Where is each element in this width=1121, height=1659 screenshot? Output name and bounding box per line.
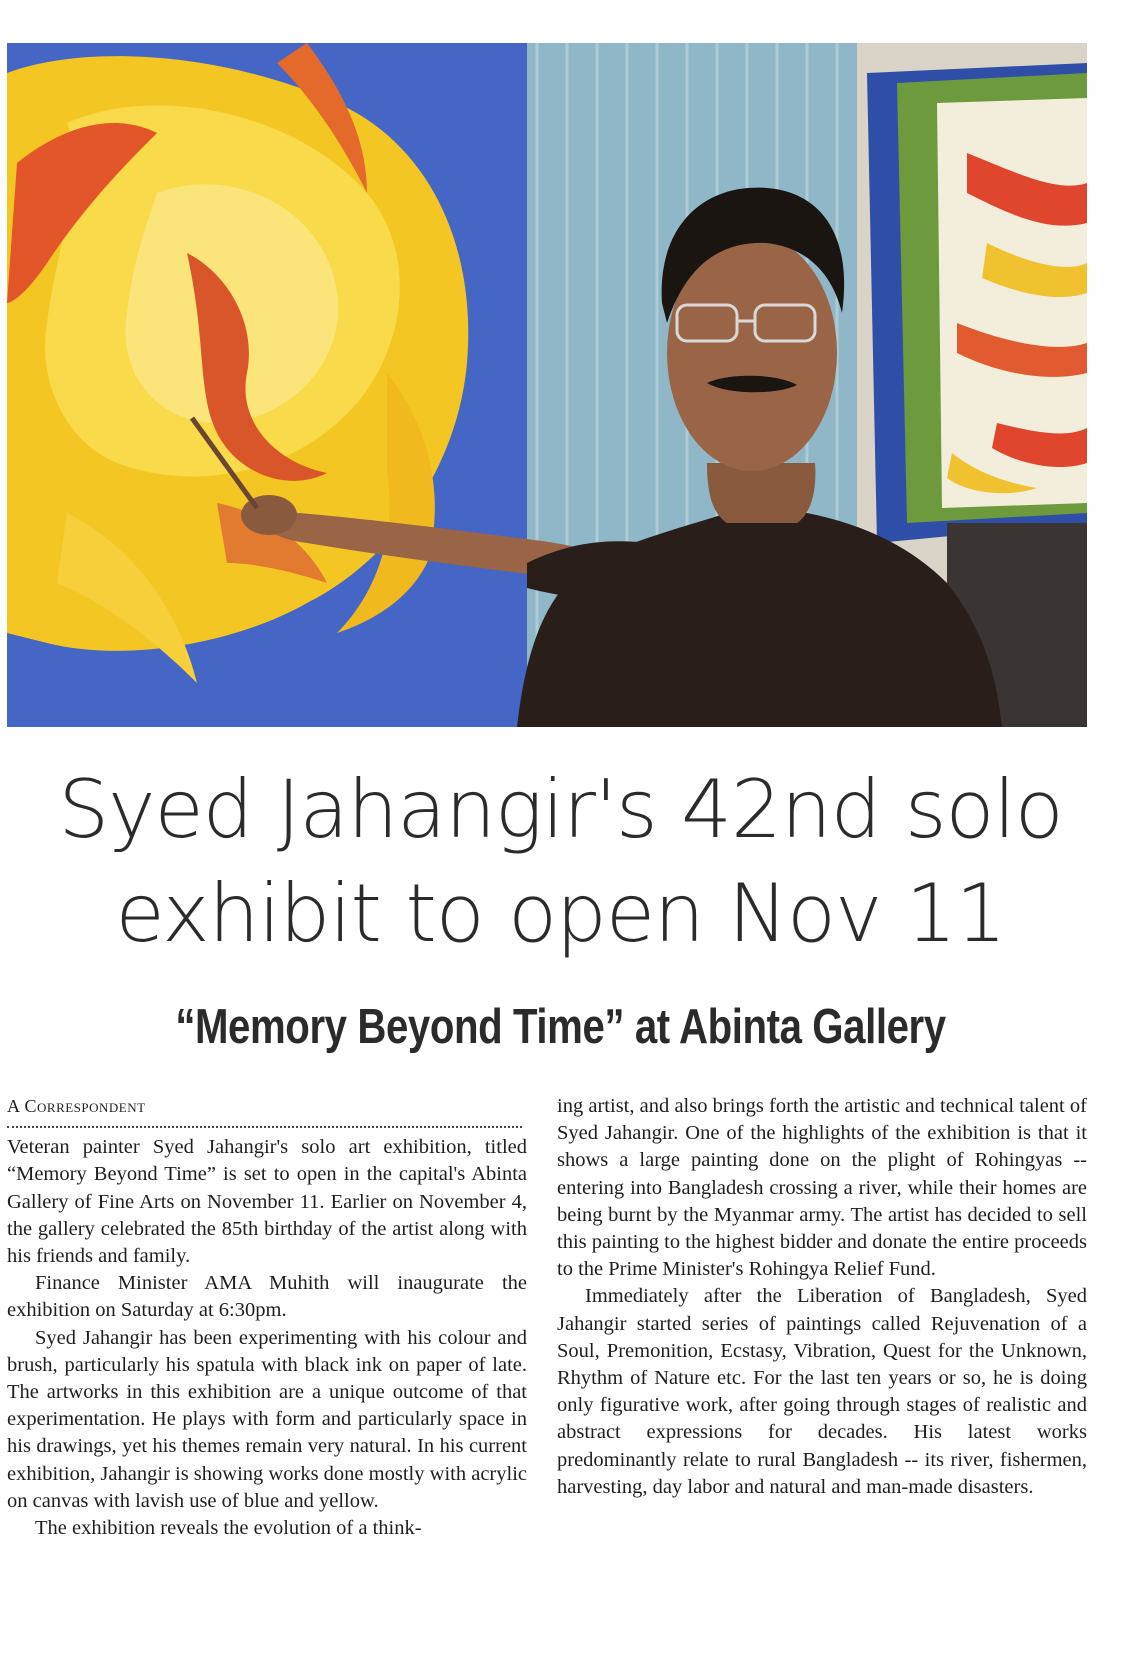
paragraph: Syed Jahangir has been experimenting with his colour and brush, particularly his spatula with black ink on paper of late. The artworks in this exhibition are a unique outcome of that experimentation. He plays with form and particularly space in his drawings, yet his themes remain very natural. In his current exhibition, Jahangir is showing works done mostly with acrylic on canvas with lavish use of blue and yellow.	[7, 1326, 527, 1512]
headline	[0, 758, 1121, 966]
headline-line-1: Syed Jahangir's 42nd solo	[58, 763, 1063, 856]
body-column-right	[557, 1093, 1087, 1501]
artist-photo-illustration	[7, 43, 1087, 727]
subheadline: “Memory Beyond Time” at Abinta Gallery	[175, 1000, 946, 1054]
byline-divider	[7, 1126, 522, 1128]
paragraph: ing artist, and also brings forth the artistic and technical talent of Syed Jahangir. One of the highlights of the exhibition is that it shows a large painting done on the plight of Rohingyas -- entering into Bangladesh crossing a river, while their homes are being burnt by the Myanmar army. The artist has decided to sell this painting to the highest bidder and donate the entire proceeds to the Prime Minister's Rohingya Relief Fund.	[557, 1095, 1087, 1281]
byline: A Correspondent	[7, 1096, 146, 1116]
headline-line-2: exhibit to open Nov 11	[115, 867, 1006, 960]
article-photo	[7, 43, 1087, 727]
body-column-left	[7, 1093, 527, 1542]
paragraph: The exhibition reveals the evolution of a think-	[35, 1517, 422, 1540]
paragraph: Finance Minister AMA Muhith will inaugurate the exhibition on Saturday at 6:30pm.	[7, 1272, 527, 1322]
paragraph: Veteran painter Syed Jahangir's solo art exhibition, titled “Memory Beyond Time” is set to open in the capital's Abinta Gallery of Fine Arts on November 11. Earlier on November 4, the gallery celebrated the 85th birthday of the artist along with his friends and family.	[7, 1136, 527, 1268]
paragraph: Immediately after the Liberation of Bangladesh, Syed Jahangir started series of paintings called Rejuvenation of a Soul, Premonition, Ecstasy, Vibration, Quest for the Unknown, Rhythm of Nature etc. For the last ten years or so, he is doing only figurative work, after going through stages of realistic and abstract expressions for decades. His latest works predominantly relate to rural Bangladesh -- its river, fishermen, harvesting, day labor and natural and man-made disasters.	[557, 1285, 1087, 1498]
